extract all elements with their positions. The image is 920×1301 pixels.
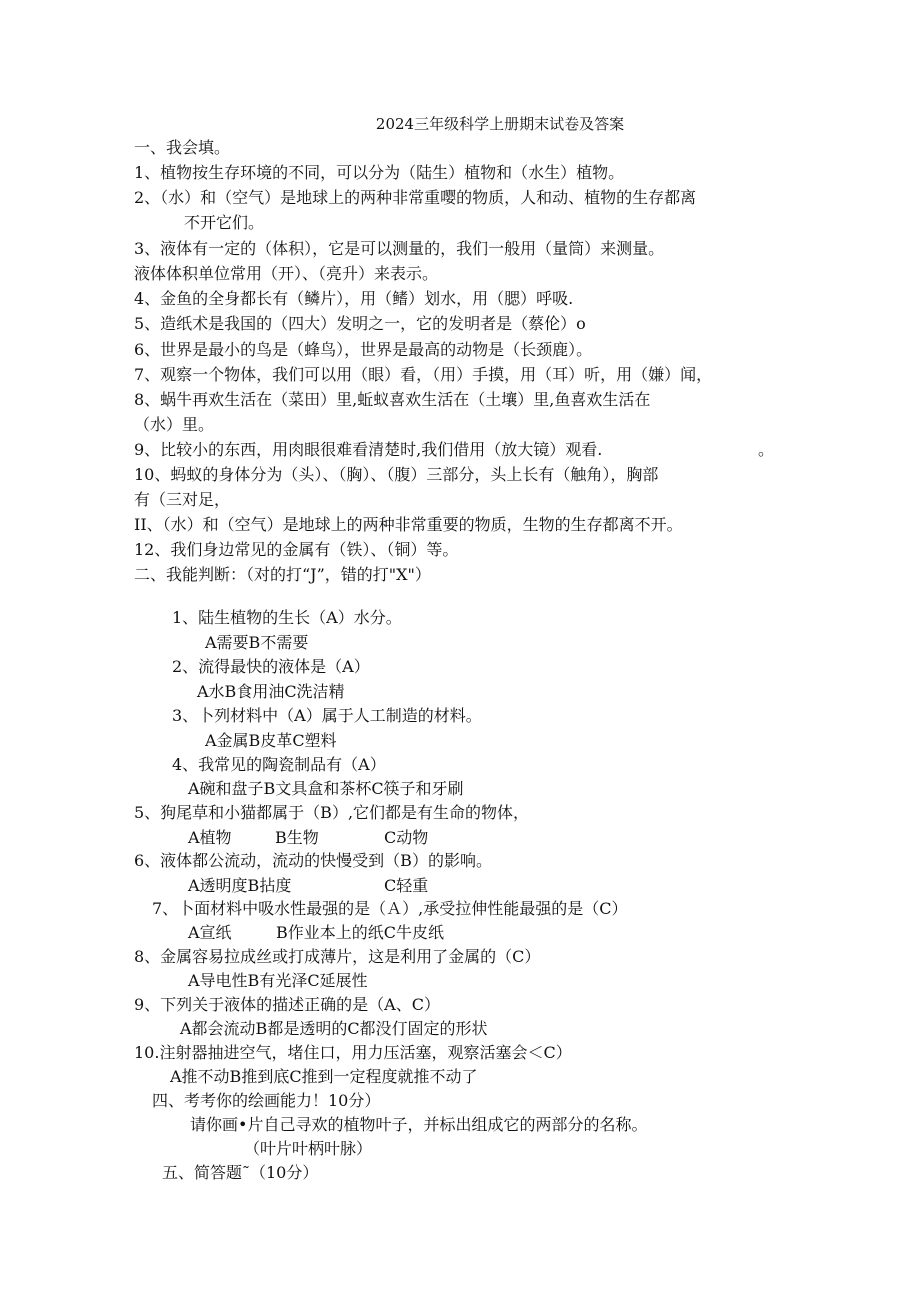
drawing-instruction: 请你画•片自己寻欢的植物叶子，并标出组成它的两部分的名称。 <box>190 1115 648 1134</box>
choice-question-2: 2、流得最快的液体是（A） <box>172 657 370 676</box>
fill-question-2-cont: 不开它们。 <box>184 213 265 232</box>
document-title: 2024三年级科学上册期末试卷及答案 <box>375 115 625 133</box>
choice-question-10: 10.注射器抽进空气，堵住口，用力压活塞，观察活塞会＜C） <box>134 1043 572 1062</box>
fill-question-8: 8、蜗牛再欢生活在（菜田）里,蚯蚁喜欢生活在（土壤）里,鱼喜欢生活在 <box>134 390 651 409</box>
choice-question-7: 7、卜面材料中吸水性最强的是（Ａ）,承受拉伸性能最强的是（C） <box>152 899 628 918</box>
fill-question-9: 9、比较小的东西，用肉眼很难看清楚时,我们借用（放大镜）观看. <box>134 440 603 459</box>
choice-question-3: 3、卜列材料中（A）属于人工制造的材料。 <box>172 706 482 725</box>
choice-options-10: A推不动B推到底C推到一定程度就推不动了 <box>170 1067 478 1086</box>
fill-question-10: 10、蚂蚁的身体分为（头）、（胸）、（腹）三部分，头上长有（触角），胸部 <box>134 465 659 484</box>
choice-options-2: A水B食用油C洗洁精 <box>197 682 345 701</box>
choice-option-6ab: A透明度B拈度 <box>188 876 292 895</box>
fill-question-5: 5、造纸术是我国的（四大）发明之一，它的发明者是（蔡伦）o <box>134 314 586 333</box>
choice-question-1: 1、陆生植物的生长（A）水分。 <box>172 608 402 627</box>
choice-options-4: A碗和盘子B文具盒和茶杯C筷子和牙刷 <box>188 779 464 798</box>
choice-option-5c: C动物 <box>384 828 429 847</box>
fill-question-1: 1、植物按生存环境的不同，可以分为（陆生）植物和（水生）植物。 <box>134 163 625 182</box>
choice-options-1: A需要B不需要 <box>205 633 309 652</box>
choice-options-9: A都会流动B都是透明的C都没仃固定的形状 <box>180 1019 488 1038</box>
section-heading-short-answer: 五、简答题˜（10分） <box>162 1163 319 1182</box>
fill-question-11: II、（水）和（空气）是地球上的两种非常重要的物质，生物的生存都离不开。 <box>134 515 683 534</box>
fill-question-9-mark: 。 <box>758 440 775 459</box>
choice-option-5a: A植物 <box>188 828 232 847</box>
fill-question-3-cont: 液体体积单位常用（开）、（亮升）来表示。 <box>134 264 439 283</box>
choice-option-7a: A宣纸 <box>188 923 232 942</box>
choice-question-5: 5、狗尾草和小猫都属于（B）,它们都是有生命的物体， <box>134 803 530 822</box>
fill-question-10-cont: 有（三对足， <box>134 490 231 509</box>
section-heading-drawing: 四、考考你的绘画能力！10分） <box>152 1091 381 1110</box>
choice-options-3: A金属B皮革C塑料 <box>205 731 337 750</box>
fill-question-2: 2、（水）和（空气）是地球上的两种非常重嘤的物质，人和动、植物的生存都离 <box>134 188 697 207</box>
fill-question-12: 12、我们身边常见的金属有（铁）、（铜）等。 <box>134 540 459 559</box>
choice-question-8: 8、金属容易拉成丝或打成薄片，这是利用了金属的（C） <box>134 947 541 966</box>
fill-question-3: 3、液体有一定的（体积），它是可以测量的，我们一般用（量筒）来测量。 <box>134 239 665 258</box>
fill-question-8-cont: （水）里。 <box>134 415 215 434</box>
choice-options-8: A导电性B有光泽C延展性 <box>188 971 368 990</box>
choice-question-4: 4、我常见的陶瓷制品有（A） <box>172 755 386 774</box>
choice-option-7bc: B作业本上的纸C牛皮纸 <box>276 923 445 942</box>
choice-option-5b: B生物 <box>275 828 319 847</box>
drawing-answer: （叶片叶柄叶脉） <box>244 1139 373 1158</box>
choice-question-9: 9、下列关于液体的描述正确的是（A、C） <box>134 995 440 1014</box>
section-heading-fill: 一、我会填。 <box>134 138 231 157</box>
section-heading-judge: 二、我能判断：（对的打“J”，错的打"X"） <box>134 565 431 584</box>
fill-question-4: 4、金鱼的全身都长有（鳞片），用（鳍）划水，用（腮）呼吸. <box>134 289 574 308</box>
fill-question-7: 7、观察一个物体，我们可以用（眼）看，（用）手摸，用（耳）听，用（嫌）闻， <box>134 365 713 384</box>
choice-question-6: 6、液体都公流动，流动的快慢受到（B）的影响。 <box>134 851 492 870</box>
choice-option-6c: C轻重 <box>384 876 429 895</box>
fill-question-6: 6、世界是最小的鸟是（蜂鸟），世界是最高的动物是（长颈鹿）。 <box>134 340 593 359</box>
